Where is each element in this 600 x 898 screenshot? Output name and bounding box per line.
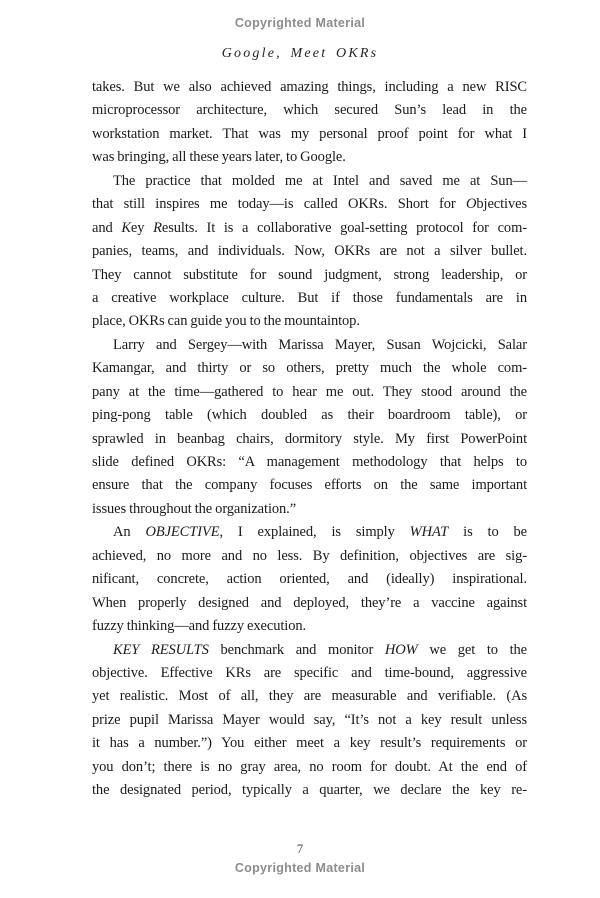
page-number: 7 — [296, 841, 304, 856]
italic-text: R — [153, 219, 162, 236]
italic-text: HOW — [384, 641, 418, 658]
text-line — [92, 756, 527, 779]
text-line — [92, 357, 527, 380]
text-segment: , I explained, is simply — [219, 524, 410, 541]
text-line — [92, 381, 527, 404]
text-line — [92, 639, 527, 662]
text-segment: panies, teams, and individuals. Now, OKRs are not a silver bullet. — [92, 243, 527, 260]
text-segment: a creative workplace culture. But if those fundamentals are in — [92, 289, 527, 306]
text-line — [92, 240, 527, 263]
text-line — [92, 521, 527, 544]
body-text — [92, 76, 527, 803]
text-segment: bjectives — [476, 196, 527, 213]
text-line — [92, 662, 527, 685]
text-line — [92, 474, 527, 497]
text-segment: workstation market. That was my personal proof point for what I — [92, 125, 527, 142]
italic-text: WHAT — [409, 524, 449, 541]
text-segment: sprawled in beanbag chairs, dormitory style. My first PowerPoint — [92, 430, 527, 447]
italic-text: OBJECTIVE — [145, 524, 220, 541]
text-segment: issues throughout the organization.” — [92, 500, 297, 517]
text-line — [92, 310, 527, 333]
text-segment: and — [92, 219, 122, 236]
text-segment: benchmark and monitor — [208, 641, 385, 658]
text-segment: the designated period, typically a quarter, we declare the key re- — [92, 782, 527, 799]
text-line — [92, 76, 527, 99]
text-segment: was bringing, all these years later, to Google. — [92, 149, 346, 166]
text-segment: that still inspires me today—is called OKRs. Short for — [92, 196, 466, 213]
text-segment: When properly designed and deployed, they’re a vaccine against — [92, 594, 527, 611]
text-segment: Kamangar, and thirty or so others, pretty much the whole com- — [92, 360, 527, 377]
text-line — [92, 428, 527, 451]
watermark-bottom: Copyrighted Material — [234, 861, 366, 875]
text-line — [92, 193, 527, 216]
italic-text: O — [465, 196, 477, 213]
text-line — [92, 568, 527, 591]
text-line — [92, 123, 527, 146]
text-segment: it has a number.”) You either meet a key result’s requirements or — [92, 735, 527, 752]
text-segment: nificant, concrete, action oriented, and (ideally) inspirational. — [92, 571, 527, 588]
text-line — [92, 170, 527, 193]
text-segment: esults. It is a collaborative goal-setting protocol for com- — [161, 219, 527, 236]
text-segment: you don’t; there is no gray area, no room for doubt. At the end of — [92, 758, 527, 775]
text-segment: objective. Effective KRs are specific and time-bound, aggressive — [92, 664, 527, 681]
text-line — [92, 732, 527, 755]
text-line — [92, 217, 527, 240]
text-line — [92, 779, 527, 802]
text-segment: place, OKRs can guide you to the mountaintop. — [92, 313, 360, 330]
text-segment: ensure that the company focuses efforts on the same important — [92, 477, 527, 494]
italic-text: K — [121, 219, 131, 236]
text-segment: The practice that molded me at Intel and saved me at Sun— — [113, 172, 527, 189]
text-segment: pany at the time—gathered to hear me out. They stood around the — [92, 383, 527, 400]
text-line — [92, 685, 527, 708]
text-segment: Larry and Sergey—with Marissa Mayer, Susan Wojcicki, Salar — [113, 336, 527, 353]
text-line — [92, 709, 527, 732]
text-segment: yet realistic. Most of all, they are measurable and verifiable. (As — [92, 688, 527, 705]
text-line — [92, 404, 527, 427]
text-segment: prize pupil Marissa Mayer would say, “It’s not a key result unless — [92, 711, 527, 728]
text-line — [92, 334, 527, 357]
text-line — [92, 451, 527, 474]
text-line — [92, 264, 527, 287]
text-segment: An — [113, 524, 146, 541]
text-line — [92, 615, 527, 638]
text-segment: fuzzy thinking—and fuzzy execution. — [92, 618, 307, 635]
text-line — [92, 99, 527, 122]
watermark-top: Copyrighted Material — [234, 16, 366, 30]
text-segment: They cannot substitute for sound judgment, strong leadership, or — [92, 266, 527, 283]
text-segment: takes. But we also achieved amazing things, including a new RISC — [92, 79, 527, 95]
text-line — [92, 498, 527, 521]
text-segment: microprocessor architecture, which secured Sun’s lead in the — [92, 102, 527, 119]
text-line — [92, 592, 527, 615]
text-segment: is to be — [448, 524, 528, 541]
text-segment: achieved, no more and no less. By definition, objectives are sig- — [92, 547, 527, 564]
text-line — [92, 287, 527, 310]
text-line — [92, 545, 527, 568]
text-segment: slide defined OKRs: “A management methodology that helps to — [92, 454, 527, 470]
text-segment: ey — [130, 219, 154, 236]
text-segment: we get to the — [417, 641, 528, 658]
text-line — [92, 146, 527, 169]
italic-text: KEY RESULTS — [113, 641, 209, 658]
running-header: Google, Meet OKRs — [221, 46, 379, 61]
text-segment: ping-pong table (which doubled as their boardroom table), or — [92, 407, 527, 424]
